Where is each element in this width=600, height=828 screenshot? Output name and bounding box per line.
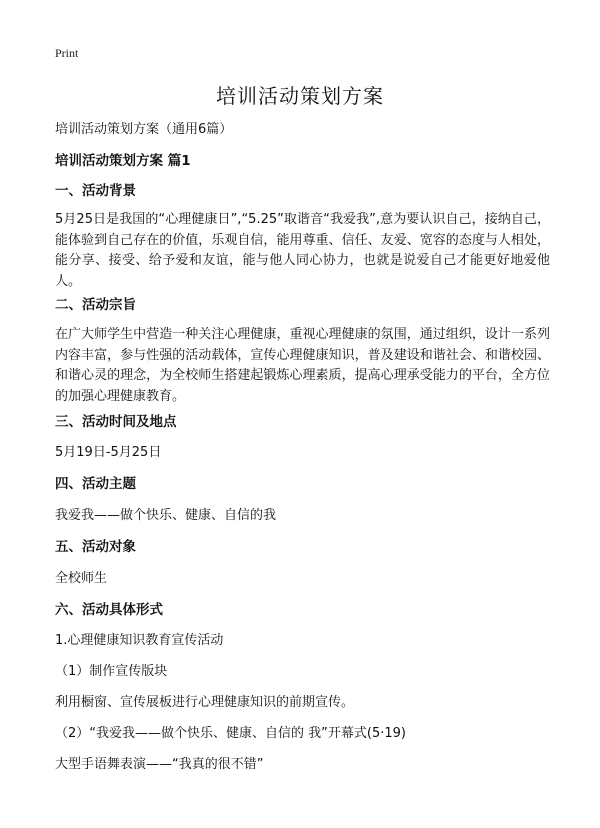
section-heading-background: 一、活动背景 (55, 183, 136, 199)
format-line-item: （2）“我爱我——做个快乐、健康、自信的 我”开幕式(5·19) (55, 726, 406, 741)
article-heading: 培训活动策划方案 篇1 (55, 153, 191, 169)
section-heading-theme: 四、活动主题 (55, 476, 136, 492)
section-body-audience: 全校师生 (55, 571, 108, 586)
document-title: 培训活动策划方案 (216, 84, 384, 108)
section-body-background: 5月25日是我国的“心理健康日”,“5.25”取谐音“我爱我”,意为要认识自己，接纳自己，能体验到自己存在的价值，乐观自信，能用尊重、信任、友爱、宽容的态度与人相处，能分享、接受、给予爱和友谊，能与他人同心协力，也就是说爱自己才能更好地爱他人。 (55, 212, 550, 289)
section-heading-format: 六、活动具体形式 (55, 602, 163, 618)
section-heading-audience: 五、活动对象 (55, 539, 136, 555)
document-subtitle: 培训活动策划方案（通用6篇） (55, 122, 233, 137)
print-label[interactable]: Print (55, 46, 79, 60)
section-body-theme: 我爱我——做个快乐、健康、自信的我 (55, 508, 277, 523)
section-heading-purpose: 二、活动宗旨 (55, 297, 136, 313)
section-body-purpose: 在广大师学生中营造一种关注心理健康，重视心理健康的氛围，通过组织，设计一系列内容丰富，参与性强的活动载体，宣传心理健康知识，普及建设和谐社会、和谐校园、和谐心灵的理念，为全校师生搭建起锻炼心理素质，提高心理承受能力的平台，全方位的加强心理健康教育。 (55, 327, 550, 404)
format-line-item: 利用橱窗、宣传展板进行心理健康知识的前期宣传。 (55, 695, 355, 710)
format-line-item: 大型手语舞表演——“我真的很不错” (55, 757, 264, 772)
section-body-time-place: 5月19日-5月25日 (55, 445, 162, 460)
format-line-item: （1）制作宣传版块 (55, 664, 168, 679)
format-line-item: 1.心理健康知识教育宣传活动 (55, 633, 224, 648)
section-heading-time-place: 三、活动时间及地点 (55, 414, 177, 430)
